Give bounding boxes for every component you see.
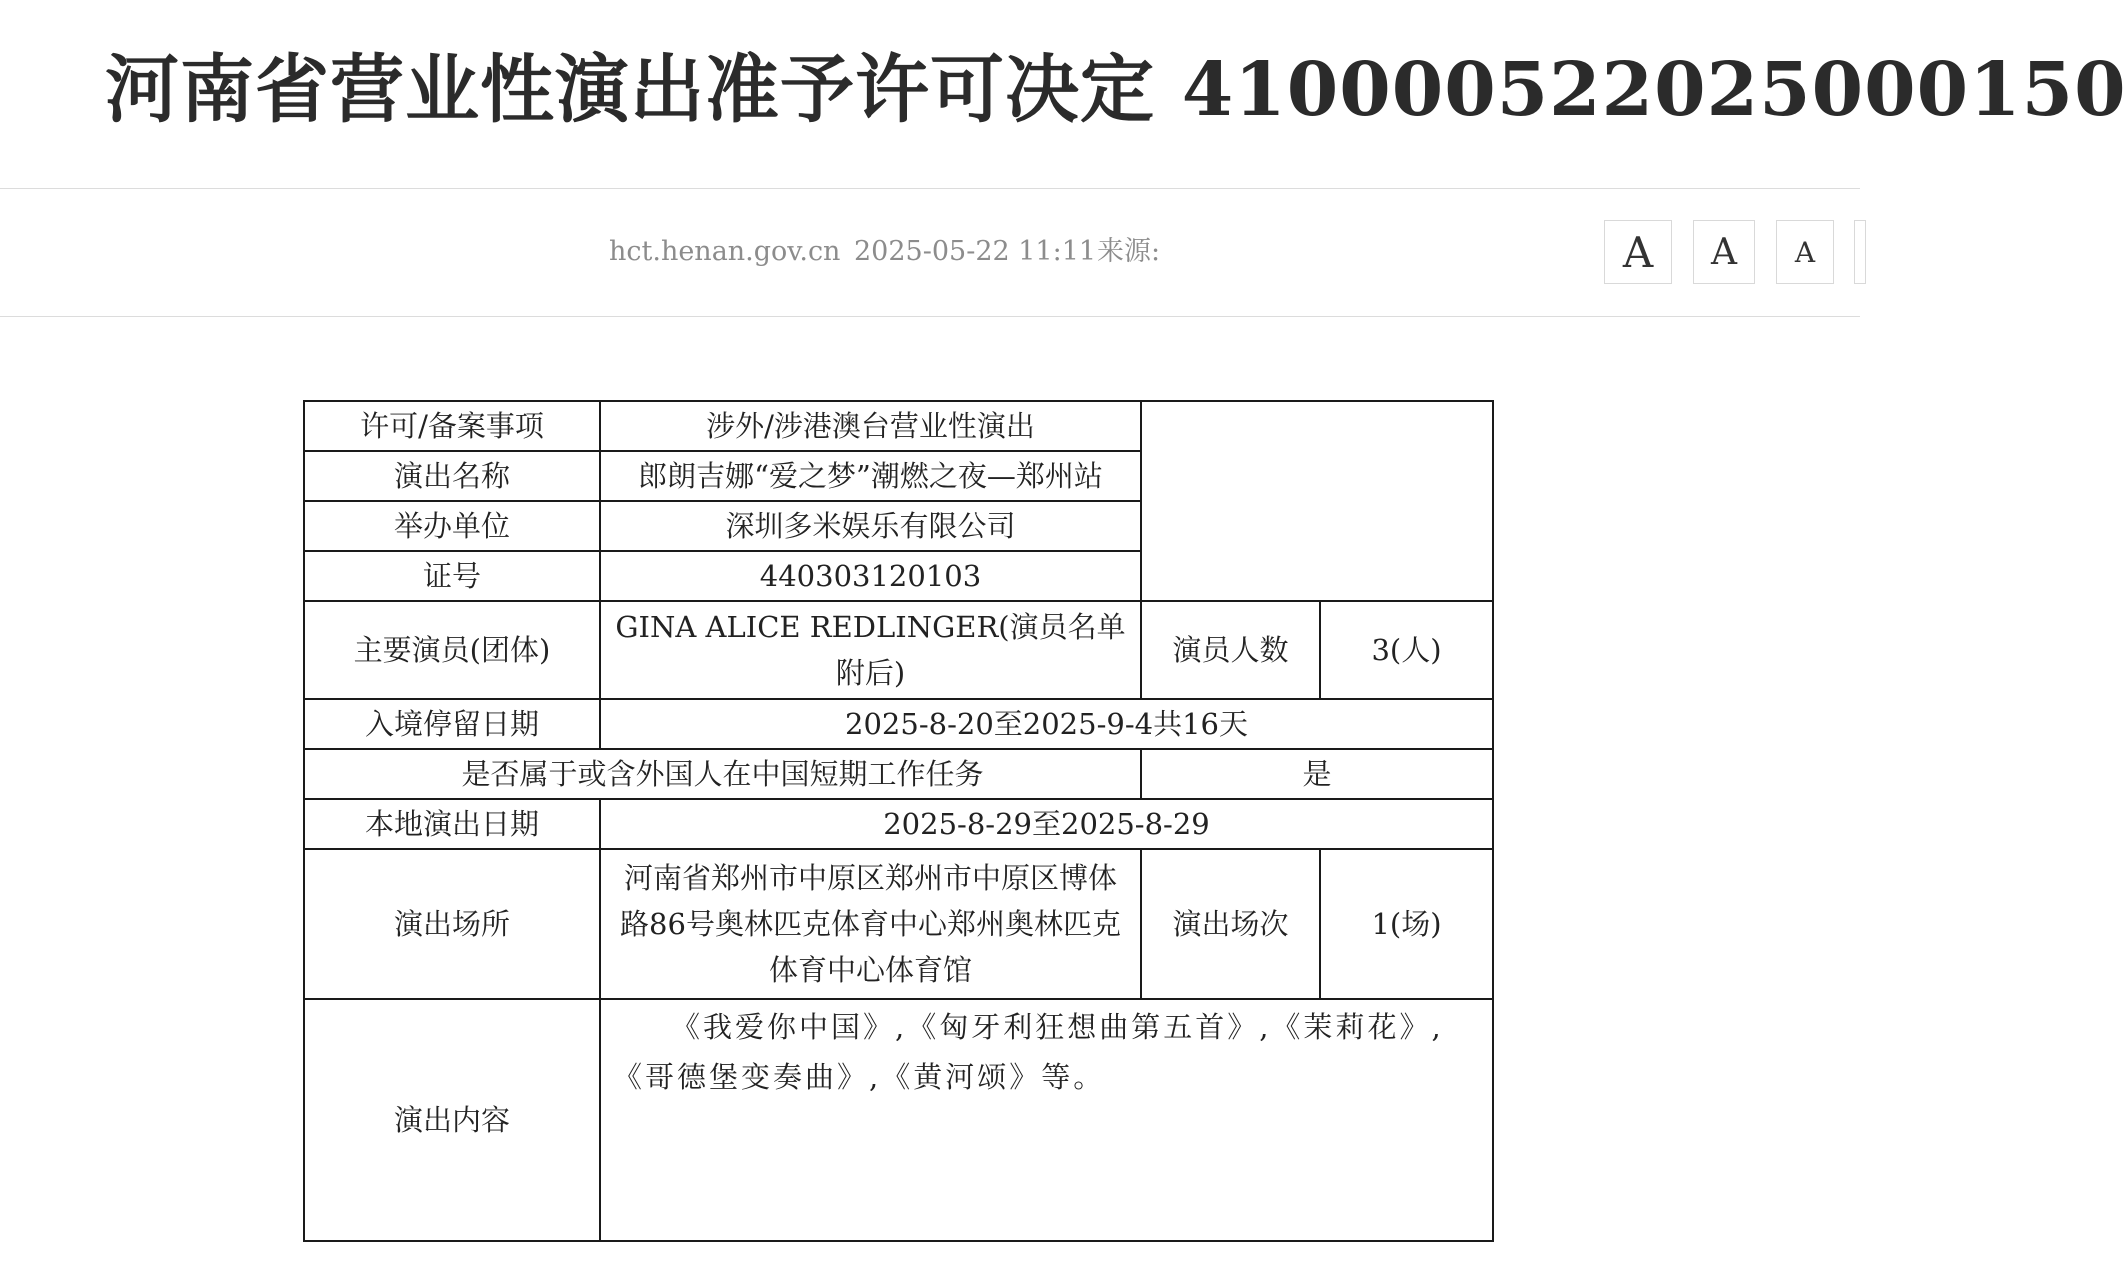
font-size-medium-button[interactable]: A: [1693, 220, 1755, 284]
font-size-extra-button[interactable]: [1854, 220, 1866, 284]
header-divider: [0, 188, 1860, 189]
stay-label: 入境停留日期: [304, 699, 600, 749]
meta-source-label: 来源:: [1097, 236, 1161, 267]
font-size-large-button[interactable]: A: [1604, 220, 1672, 284]
show-name-value: 郎朗吉娜“爱之梦”潮燃之夜—郑州站: [600, 451, 1141, 501]
local-date-value: 2025-8-29至2025-8-29: [600, 799, 1493, 849]
table-row: [304, 749, 1493, 799]
foreign-work-value: 是: [1141, 749, 1493, 799]
organizer-label: 举办单位: [304, 501, 600, 551]
table-row: [304, 601, 1493, 699]
meta-datetime: 2025-05-22 11:11: [854, 236, 1097, 267]
show-name-label: 演出名称: [304, 451, 600, 501]
sessions-label: 演出场次: [1141, 849, 1320, 999]
item-value: 涉外/涉港澳台营业性演出: [600, 401, 1141, 451]
performers-label: 主要演员(团体): [304, 601, 600, 699]
content-label: 演出内容: [304, 999, 600, 1241]
performer-count-value: 3(人): [1320, 601, 1493, 699]
content-value: 《我爱你中国》,《匈牙利狂想曲第五首》,《茉莉花》,《哥德堡变奏曲》,《黄河颂》等。: [600, 999, 1493, 1241]
page-title: 河南省营业性演出准予许可决定 410000522025000150: [105, 47, 2127, 133]
cert-value: 440303120103: [600, 551, 1141, 601]
permit-table: [303, 400, 1494, 1242]
table-row: [304, 799, 1493, 849]
organizer-value: 深圳多米娱乐有限公司: [600, 501, 1141, 551]
cert-label: 证号: [304, 551, 600, 601]
stay-value: 2025-8-20至2025-9-4共16天: [600, 699, 1493, 749]
table-row: [304, 849, 1493, 999]
item-label: 许可/备案事项: [304, 401, 600, 451]
empty-cell: [1141, 401, 1493, 601]
meta-divider: [0, 316, 1860, 317]
venue-value: 河南省郑州市中原区郑州市中原区博体路86号奥林匹克体育中心郑州奥林匹克体育中心体育馆: [600, 849, 1141, 999]
performer-count-label: 演员人数: [1141, 601, 1320, 699]
table-row: [304, 401, 1493, 451]
meta-site: hct.henan.gov.cn: [609, 236, 841, 267]
local-date-label: 本地演出日期: [304, 799, 600, 849]
sessions-value: 1(场): [1320, 849, 1493, 999]
foreign-work-label: 是否属于或含外国人在中国短期工作任务: [304, 749, 1141, 799]
table-row: [304, 999, 1493, 1241]
table-row: [304, 699, 1493, 749]
font-size-small-button[interactable]: A: [1776, 220, 1834, 284]
performers-value: GINA ALICE REDLINGER(演员名单附后): [600, 601, 1141, 699]
venue-label: 演出场所: [304, 849, 600, 999]
